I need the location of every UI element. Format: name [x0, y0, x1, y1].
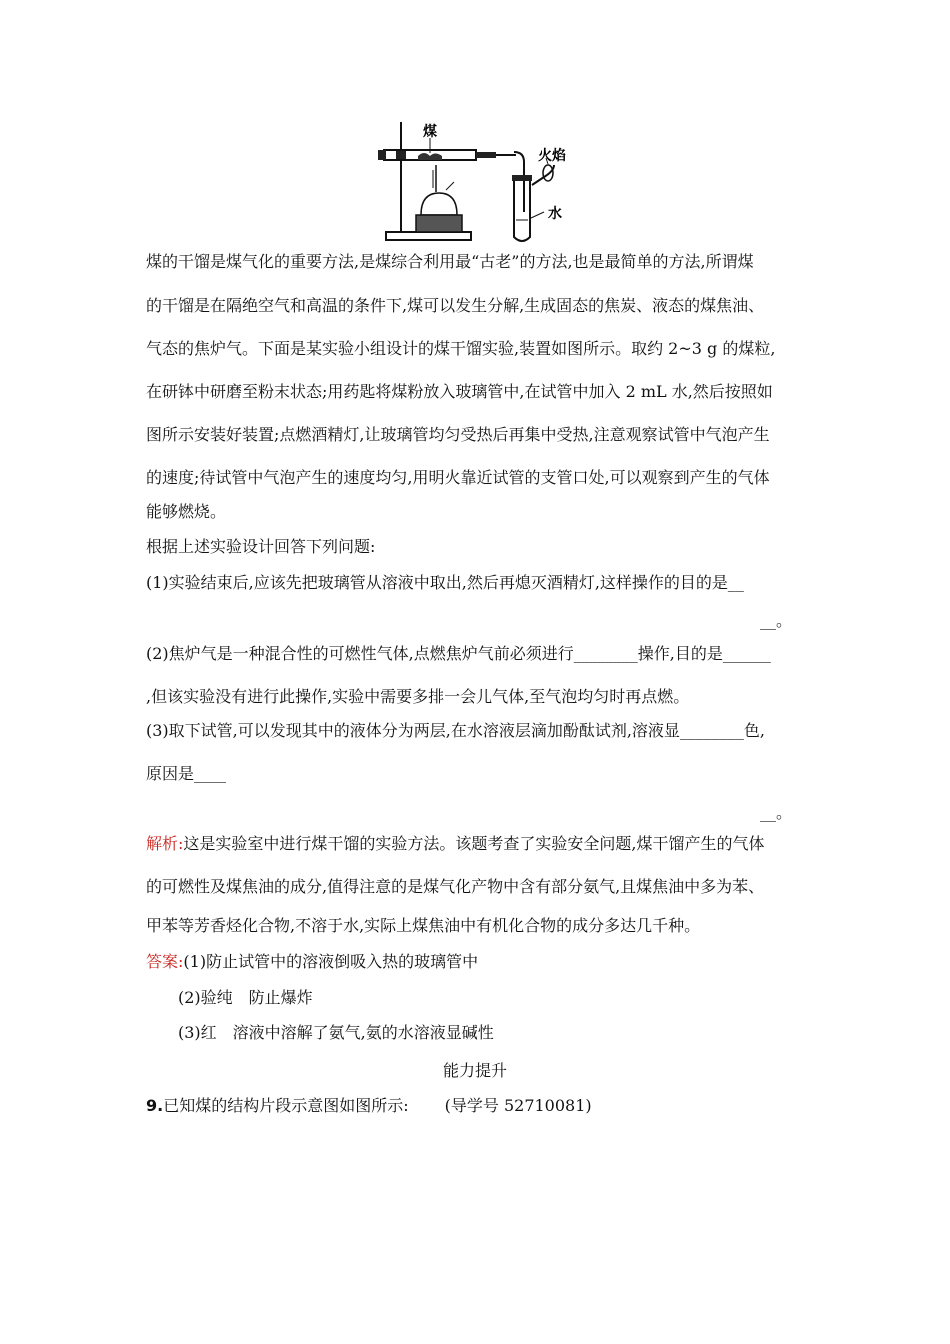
analysis-label: 解析:: [146, 834, 184, 853]
question-1: (1)实验结束后,应该先把玻璃管从溶液中取出,然后再熄灭酒精灯,这样操作的目的是__: [146, 573, 744, 592]
test-tube: [514, 175, 530, 241]
answer-label: 答案:: [146, 952, 184, 971]
apparatus-diagram: [376, 120, 576, 250]
answer-line: (2)验纯 防止爆炸: [178, 988, 313, 1007]
question-3-cont: 原因是____: [146, 764, 227, 783]
label-flame: 火焰: [538, 148, 566, 164]
intro-line: 图所示安装好装置;点燃酒精灯,让玻璃管均匀受热后再集中受热,注意观察试管中气泡产生: [146, 425, 770, 444]
lamp-block: [416, 215, 462, 232]
alcohol-lamp: [421, 193, 457, 215]
analysis-line: 甲苯等芳香烃化合物,不溶于水,实际上煤焦油中有机化合物的成分多达几千种。: [146, 916, 701, 935]
intro-line: 的速度;待试管中气泡产生的速度均匀,用明火靠近试管的支管口处,可以观察到产生的气体: [146, 468, 770, 487]
section-title: 能力提升: [442, 1061, 507, 1080]
clamp: [396, 150, 406, 160]
answer-text: (1)防止试管中的溶液倒吸入热的玻璃管中: [183, 952, 479, 971]
intro-line: 能够燃烧。: [146, 502, 227, 521]
intro-line: 气态的焦炉气。下面是某实验小组设计的煤干馏实验,装置如图所示。取约 2~3 g 的煤粒,: [146, 339, 776, 358]
question-9-ref: (导学号 52710081): [444, 1096, 592, 1115]
coal-powder: [418, 153, 442, 160]
intro-line: 煤的干馏是煤气化的重要方法,是煤综合利用最“古老”的方法,也是最简单的方法,所谓煤: [146, 252, 754, 271]
question-3: (3)取下试管,可以发现其中的液体分为两层,在水溶液层滴加酚酞试剂,溶液显________色,: [146, 721, 766, 740]
answer-line: [146, 952, 478, 972]
flame: [543, 165, 553, 181]
stand-base: [386, 232, 471, 240]
question-9: [146, 1096, 592, 1116]
analysis-line: 的可燃性及煤焦油的成分,值得注意的是煤气化产物中含有部分氨气,且煤焦油中多为苯、: [146, 877, 765, 896]
question-prompt: 根据上述实验设计回答下列问题:: [146, 537, 376, 556]
question-9-text: 已知煤的结构片段示意图如图所示:: [163, 1096, 409, 1115]
question-1-end: __。: [760, 611, 793, 630]
answer-line: (3)红 溶液中溶解了氨气,氨的水溶液显碱性: [178, 1023, 494, 1042]
analysis-text: 这是实验室中进行煤干馏的实验方法。该题考查了实验安全问题,煤干馏产生的气体: [183, 834, 765, 853]
question-3-end: __。: [760, 803, 793, 822]
apparatus-figure: [376, 120, 576, 250]
question-2-cont: ,但该实验没有进行此操作,实验中需要多排一会儿气体,至气泡均匀时再点燃。: [146, 687, 690, 706]
label-water: 水: [548, 206, 562, 222]
question-9-number: 9.: [146, 1096, 164, 1115]
question-2: (2)焦炉气是一种混合性的可燃性气体,点燃焦炉气前必须进行________操作,目的是______: [146, 644, 771, 663]
label-coal: 煤: [423, 124, 437, 140]
analysis-line: [146, 834, 765, 854]
intro-line: 在研钵中研磨至粉末状态;用药匙将煤粉放入玻璃管中,在试管中加入 2 mL 水,然后按照如: [146, 382, 773, 401]
intro-line: 的干馏是在隔绝空气和高温的条件下,煤可以发生分解,生成固态的焦炭、液态的煤焦油、: [146, 296, 765, 315]
